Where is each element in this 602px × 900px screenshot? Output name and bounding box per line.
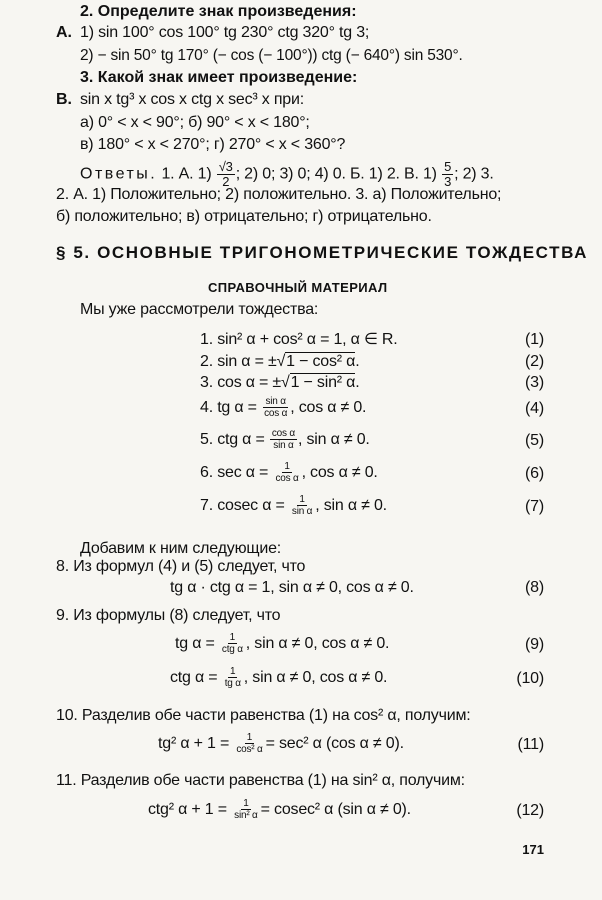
section-intro: Мы уже рассмотрели тождества: bbox=[80, 301, 319, 318]
equation-number-7: (7) bbox=[525, 498, 544, 515]
fraction-denominator: 3 bbox=[444, 174, 452, 189]
problem-3-label-b: В. bbox=[56, 91, 72, 108]
equation-number-1: (1) bbox=[525, 331, 544, 348]
equation-number-8: (8) bbox=[525, 579, 544, 596]
fraction-denominator: sin α bbox=[273, 440, 294, 452]
page-number: 171 bbox=[522, 842, 544, 857]
fraction-numerator: √3 bbox=[218, 159, 233, 174]
identity-9 bbox=[175, 630, 389, 658]
identity-4-prefix: 4. tg α = bbox=[200, 399, 257, 416]
identity-12-condition: = cosec² α (sin α ≠ 0). bbox=[260, 801, 411, 818]
equation-number-11: (11) bbox=[517, 736, 544, 753]
identity-1: 1. sin² α + cos² α = 1, α ∈ R. bbox=[200, 331, 398, 348]
identity-8: tg α · ctg α = 1, sin α ≠ 0, cos α ≠ 0. bbox=[170, 579, 414, 596]
identity-7 bbox=[200, 492, 387, 520]
item-9-text: 9. Из формулы (8) следует, что bbox=[56, 607, 281, 624]
sqrt-sign: √ bbox=[281, 374, 290, 391]
problem-3-expression: sin x tg³ x cos x ctg x sec³ x при: bbox=[80, 91, 304, 108]
additional-intro: Добавим к ним следующие: bbox=[80, 540, 282, 557]
identity-3-radicand: 1 − sin² α bbox=[290, 374, 356, 391]
identity-6-condition: , cos α ≠ 0. bbox=[301, 464, 378, 481]
identity-6-fraction bbox=[273, 461, 300, 484]
identity-3-end: . bbox=[355, 374, 360, 391]
fraction-denominator: 2 bbox=[222, 174, 230, 189]
identity-2-prefix: 2. sin α = ± bbox=[200, 353, 277, 370]
identity-10-condition: , sin α ≠ 0, cos α ≠ 0. bbox=[243, 669, 388, 686]
fraction-denominator: ctg α bbox=[221, 644, 243, 656]
fraction-numerator: 1 bbox=[229, 632, 236, 644]
identity-9-fraction bbox=[220, 632, 245, 655]
fraction-numerator: cos α bbox=[271, 428, 295, 440]
identity-7-fraction bbox=[290, 494, 314, 517]
problem-2-title: 2. Определите знак произведения: bbox=[80, 3, 357, 20]
identity-5-prefix: 5. ctg α = bbox=[200, 431, 265, 448]
identity-12-prefix: ctg² α + 1 = bbox=[148, 801, 227, 818]
identity-10-prefix: ctg α = bbox=[170, 669, 218, 686]
identity-3 bbox=[200, 373, 359, 392]
problem-3-line-v: в) 180° < x < 270°; г) 270° < x < 360°? bbox=[80, 136, 346, 153]
identity-11-prefix: tg² α + 1 = bbox=[158, 735, 230, 752]
answers-line-3: б) положительно; в) отрицательно; г) отрицательно. bbox=[56, 208, 432, 225]
identity-11-condition: = sec² α (cos α ≠ 0). bbox=[265, 735, 404, 752]
fraction-numerator: 1 bbox=[243, 798, 249, 810]
identity-12-fraction bbox=[232, 798, 259, 821]
answers-part-1: 1. А. 1) bbox=[161, 165, 212, 183]
identity-5 bbox=[200, 426, 370, 454]
fraction-denominator: sin α bbox=[291, 506, 313, 518]
item-8-text: 8. Из формул (4) и (5) следует, что bbox=[56, 558, 306, 575]
sqrt-sign: √ bbox=[276, 353, 286, 370]
identity-2 bbox=[200, 352, 359, 371]
answers-label: Ответы. bbox=[80, 165, 158, 183]
problem-2-item-1: 1) sin 100° cos 100° tg 230° ctg 320° tg 3; bbox=[80, 24, 370, 41]
problem-3-line-a: а) 0° < x < 90°; б) 90° < x < 180°; bbox=[80, 114, 310, 131]
problem-3-title: 3. Какой знак имеет произведение: bbox=[80, 69, 358, 86]
fraction-numerator: sin α bbox=[265, 396, 286, 408]
equation-number-5: (5) bbox=[525, 432, 544, 449]
identity-4 bbox=[200, 394, 366, 422]
answers-part-3: ; 2) 3. bbox=[454, 165, 494, 183]
fraction-denominator: cos α bbox=[264, 408, 288, 420]
identity-5-fraction bbox=[270, 428, 297, 451]
identity-9-prefix: tg α = bbox=[175, 635, 215, 652]
equation-number-10: (10) bbox=[516, 670, 544, 687]
identity-6 bbox=[200, 459, 378, 487]
answers-part-2: ; 2) 0; 3) 0; 4) 0. Б. 1) 2. В. 1) bbox=[235, 165, 437, 183]
fraction-numerator: 1 bbox=[284, 461, 290, 473]
identity-2-radicand: 1 − cos² α bbox=[286, 353, 356, 370]
identity-3-prefix: 3. cos α = ± bbox=[200, 374, 281, 391]
identity-7-condition: , sin α ≠ 0. bbox=[315, 497, 387, 514]
equation-number-2: (2) bbox=[525, 353, 544, 370]
identity-12 bbox=[148, 796, 411, 824]
fraction-numerator: 1 bbox=[246, 732, 253, 744]
item-11-text: 11. Разделив обе части равенства (1) на sin² α, получим: bbox=[56, 772, 465, 789]
equation-number-12: (12) bbox=[516, 802, 544, 819]
fraction-numerator: 5 bbox=[444, 159, 452, 174]
identity-11 bbox=[158, 730, 404, 758]
problem-2-item-2: 2) − sin 50° tg 170° (− cos (− 100°)) ctg (− 640°) sin 530°. bbox=[80, 47, 463, 64]
identity-10-fraction bbox=[223, 666, 243, 689]
fraction-denominator: cos² α bbox=[236, 744, 263, 756]
equation-number-9: (9) bbox=[525, 636, 544, 653]
identity-4-condition: , cos α ≠ 0. bbox=[290, 399, 367, 416]
section-subtitle: СПРАВОЧНЫЙ МАТЕРИАЛ bbox=[208, 280, 388, 295]
identity-4-fraction bbox=[262, 396, 289, 419]
problem-2-label-a: А. bbox=[56, 24, 72, 41]
identity-10 bbox=[170, 664, 387, 692]
equation-number-6: (6) bbox=[525, 465, 544, 482]
fraction-numerator: 1 bbox=[230, 666, 236, 678]
identity-11-fraction bbox=[234, 732, 264, 755]
identity-2-end: . bbox=[355, 353, 360, 370]
section-title: § 5. ОСНОВНЫЕ ТРИГОНОМЕТРИЧЕСКИЕ ТОЖДЕСТВА bbox=[56, 243, 588, 262]
fraction-denominator: cos α bbox=[275, 473, 299, 485]
item-10-text: 10. Разделив обе части равенства (1) на cos² α, получим: bbox=[56, 707, 471, 724]
answers-line-2: 2. А. 1) Положительно; 2) положительно. 3. а) Положительно; bbox=[56, 186, 502, 203]
equation-number-3: (3) bbox=[525, 374, 544, 391]
identity-6-prefix: 6. sec α = bbox=[200, 464, 269, 481]
fraction-denominator: sin² α bbox=[234, 810, 258, 822]
identity-7-prefix: 7. cosec α = bbox=[200, 497, 285, 514]
identity-9-condition: , sin α ≠ 0, cos α ≠ 0. bbox=[245, 635, 390, 652]
identity-5-condition: , sin α ≠ 0. bbox=[298, 431, 370, 448]
fraction-numerator: 1 bbox=[299, 494, 305, 506]
fraction-denominator: tg α bbox=[224, 678, 241, 690]
equation-number-4: (4) bbox=[525, 400, 544, 417]
